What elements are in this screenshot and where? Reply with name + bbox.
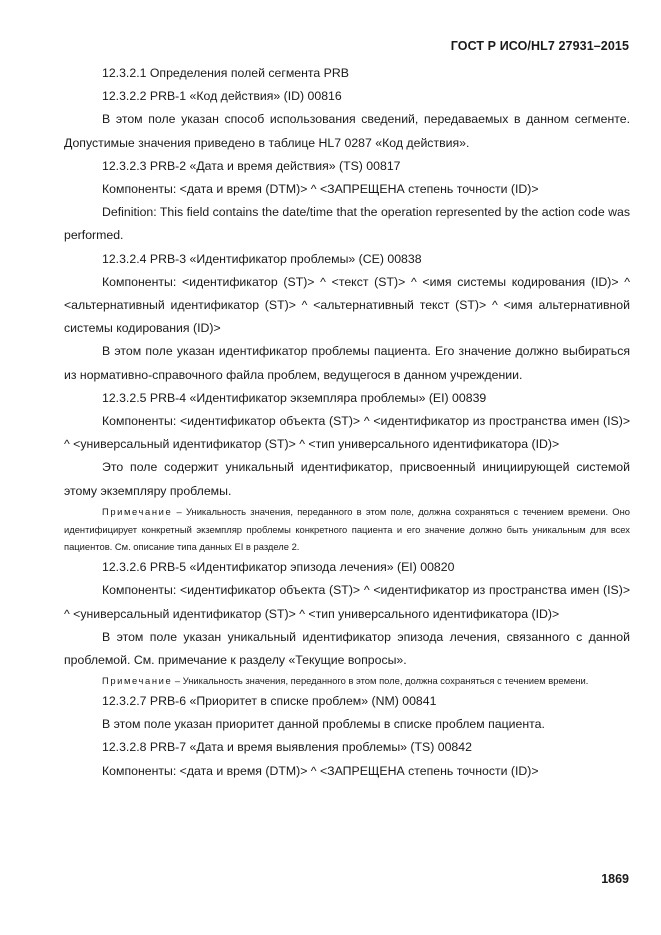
field-heading-prb-7: 12.3.2.8 PRB-7 «Дата и время выявления проблемы» (TS) 00842 — [102, 740, 472, 755]
paragraph-prb-5-description: В этом поле указан уникальный идентификатор эпизода лечения, связанного с данной проблемой. См. примечание к разделу «Текущие вопросы». — [64, 629, 630, 668]
paragraph-prb-4-description: Это поле содержит уникальный идентификатор, присвоенный инициирующей системой этому экземпляру проблемы. — [64, 460, 630, 498]
paragraph-prb-5-components: Компоненты: <идентификатор объекта (ST)> ^ <идентификатор из пространства имен (IS)> ^ <универсальный идентификатор (ST)> ^ <тип универсального идентификатора (ID)> — [64, 583, 630, 621]
paragraph-prb-1-description: В этом поле указан способ использования сведений, передаваемых в данном сегменте. Допустимые значения приведено в таблице HL7 0287 «Код действия». — [64, 112, 630, 150]
section-heading-12-3-2-1: 12.3.2.1 Определения полей сегмента PRB — [102, 66, 349, 80]
note-prb-4 — [64, 503, 630, 556]
note-text: – Уникальность значения, переданного в этом поле, должна сохраняться с течением времени. — [174, 675, 589, 687]
paragraph-prb-3-components: Компоненты: <идентификатор (ST)> ^ <текст (ST)> ^ <имя системы кодирования (ID)> ^ <альтернативный идентификатор (ST)> ^ <альтернативный текст (ST)> ^ <имя альтернативной системы кодирования (ID)> — [64, 274, 630, 336]
field-heading-prb-5: 12.3.2.6 PRB-5 «Идентификатор эпизода лечения» (EI) 00820 — [102, 560, 455, 575]
note-label: Примечание — [102, 675, 173, 687]
note-text: – Уникальность значения, переданного в этом поле, должна сохраняться с течением времени. Оно идентифицирует конкретный экземпляр проблемы конкретного пациента и его значение должно быть уникальным для всех пациентов. См. описание типа данных EI в разделе 2. — [64, 505, 630, 553]
page-number: 1869 — [601, 872, 629, 886]
field-heading-prb-2: 12.3.2.3 PRB-2 «Дата и время действия» (TS) 00817 — [102, 158, 401, 173]
paragraph-prb-3-description: В этом поле указан идентификатор проблемы пациента. Его значение должно выбираться из нормативно-справочного файла проблем, ведущегося в данном учреждении. — [64, 344, 630, 382]
paragraph-prb-6-description: В этом поле указан приоритет данной проблемы в списке проблем пациента. — [102, 717, 545, 732]
paragraph-prb-2-components: Компоненты: <дата и время (DTM)> ^ <ЗАПРЕЩЕНА степень точности (ID)> — [102, 182, 539, 197]
field-heading-prb-3: 12.3.2.4 PRB-3 «Идентификатор проблемы» (CE) 00838 — [102, 251, 422, 266]
field-heading-prb-4: 12.3.2.5 PRB-4 «Идентификатор экземпляра проблемы» (EI) 00839 — [102, 390, 487, 405]
page-content — [64, 62, 630, 783]
note-prb-5 — [64, 672, 630, 690]
note-label: Примечание — [102, 505, 173, 517]
field-heading-prb-6: 12.3.2.7 PRB-6 «Приоритет в списке проблем» (NM) 00841 — [102, 694, 437, 709]
paragraph-prb-2-definition: Definition: This field contains the date/time that the operation represented by the action code was performed. — [64, 205, 630, 243]
paragraph-prb-4-components: Компоненты: <идентификатор объекта (ST)> ^ <идентификатор из пространства имен (IS)> ^ <универсальный идентификатор (ST)> ^ <тип универсального идентификатора (ID)> — [64, 414, 630, 452]
field-heading-prb-1: 12.3.2.2 PRB-1 «Код действия» (ID) 00816 — [102, 89, 342, 104]
paragraph-prb-7-components: Компоненты: <дата и время (DTM)> ^ <ЗАПРЕЩЕНА степень точности (ID)> — [102, 763, 539, 778]
standard-code-header: ГОСТ Р ИСО/HL7 27931–2015 — [450, 39, 629, 53]
